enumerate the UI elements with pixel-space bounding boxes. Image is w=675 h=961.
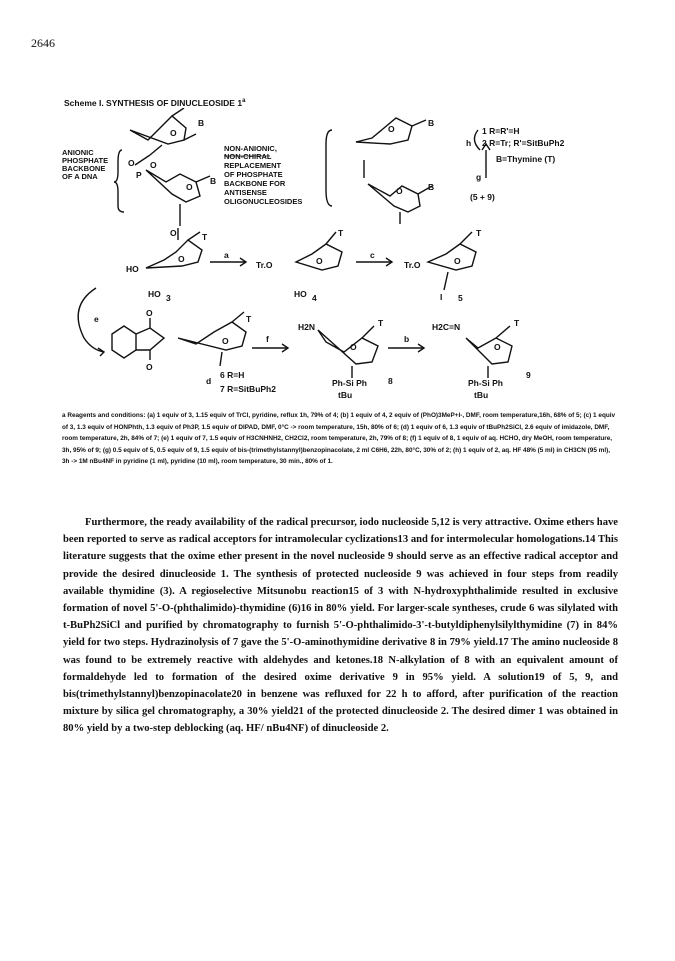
svg-text:O: O [222,336,229,346]
svg-text:O: O [396,186,403,196]
nonanionic-label-3: REPLACEMENT [224,161,282,170]
tbu-8: tBu [338,390,353,400]
legend-4: (5 + 9) [470,192,495,202]
nonanionic-label-1: NON-ANIONIC, [224,144,277,153]
ho-4: HO [294,289,307,299]
base-b-1: B [198,118,205,128]
h2n-label: H2N [298,322,316,332]
anionic-label-1: ANIONIC [62,148,94,157]
carbonyl-o-bottom: O [146,362,153,372]
svg-text:O: O [170,128,177,138]
svg-text:O: O [316,256,323,266]
t-4: T [338,228,344,238]
base-b-4: B [428,182,435,192]
arrow-g: g [476,172,482,182]
body-paragraph: Furthermore, the ready availability of the radical precursor, iodo nucleoside 5,12 is very attractive. Oxime ethers have been reported to serve as radical acceptors for intramolecular cyclizations13 and for intermolecular homologations.14 This literature suggests that the oxime ether present in the novel nucleoside 9 should serve as an effective radical acceptor and provide the desired dinucleoside 1. The synthesis of protected nucleoside 9 was achieved in four steps from readily available thymidine (3). A regioselective Mitsunobu reaction15 of 3 with N-hydroxyphthalimide resulted in exclusive formation of novel 5'-O-(phthalimido)-thymidine (6)16 in 80% yield. For larger-scale syntheses, crude 6 was silylated with t-BuPh2SiCl and purified by chromatography to furnish 5'-O-phthalimido-3'-t-butyldiphenylsilylthymidine (7) in 84% yield for two steps. Hydrazinolysis of 7 gave the 5'-O-aminothymidine derivative 8 in 79% yield.17 The amino nucleoside 8 was found to be extremely reactive with aldehydes and ketones.18 N-alkylation of 8 with an equivalent amount of formaldehyde led to formation of the desired oxime derivative 9 in 95% yield. A solution19 of 5, 9, and bis(trimethylstannyl)benzopinacolate20 in benzene was refluxed for 22 h to afford, after purification of the reaction mixture by silica gel chromatography, a 30% yield21 of the protected dinucleoside 2. The desired dimer 1 was obtained in 80% yield by a two-step deblocking (aq. HF/ nBu4NF) of dinucleoside 2. [63,517,618,735]
cmpd-6: 6 R=H [220,370,245,380]
nonanionic-label-5: BACKBONE FOR [224,179,286,188]
svg-text:O: O [388,124,395,134]
svg-text:O: O [454,256,461,266]
svg-text:O: O [150,160,157,170]
cmpd-9: 9 [526,370,531,380]
cmpd-3: 3 [166,293,171,303]
cmpd-4: 4 [312,293,317,303]
svg-text:O: O [350,342,357,352]
cmpd-8: 8 [388,376,393,386]
anionic-label-3: BACKBONE [62,164,106,173]
t-8: T [378,318,384,328]
nonanionic-label-4: OF PHOSPHATE [224,170,283,179]
t-9: T [514,318,520,328]
svg-text:O: O [186,182,193,192]
svg-text:O: O [178,254,185,264]
arrow-e: f [266,334,269,344]
base-b-3: B [428,118,435,128]
tro-5: Tr.O [404,260,421,270]
arrow-f: b [404,334,410,344]
svg-text:O: O [494,342,501,352]
cmpd-5: 5 [458,293,463,303]
t-3: T [202,232,208,242]
cmpd-7: 7 R=SitBuPh2 [220,384,276,394]
legend-3: B=Thymine (T) [496,154,556,164]
conditions-text: a Reagents and conditions: (a) 1 equiv of 3, 1.15 equiv of TrCl, pyridine, reflux 1h, 79% of 4; (b) 1 equiv of 4, 2 equiv of (PhO)3MeP+I-, DMF, room temperature,16h, 68% of 5; (c) 1 equiv of 3, 1.3 equiv of HONPhth, 1.3 equiv of Ph3P, 1.5 equiv of DIPAD, DMF, 0°C -> room temperature, 15h, 80% of 6; (d) 1 equiv of 6, 1.3 equiv of tBuPh2SiCl, 2.6 equiv of imidazole, DMF, room temperature, 2h, 84% of 7; (e) 1 equiv of 7, 1.5 equiv of H3CNHNH2, CH2Cl2, room temperature, 2h, 79% of 8; (f) 1 equiv of 8, 1 equiv of aq. HCHO, dry MeOH, room temperature, 3h, 95% of 9; (g) 0.5 equiv of 5, 0.5 equiv of 9, 1.5 equiv of bis-(trimethylstannyl)benzopinacolate, 2 ml C6H6, 22h, 80°C, 30% of 2; (h) 1 equiv of 2, aq. HF 48% (5 ml) in CH3CN (95 ml), 3h -> 1M nBu4NF in pyridine (1 ml), pyridine (10 ml), room temperature, 30 min., 80% of 1. [62,412,616,465]
svg-text:O: O [170,228,177,238]
arrow-d: d [206,376,212,386]
t-6: T [246,314,252,324]
scheme-title: Scheme I. SYNTHESIS OF DINUCLEOSIDE 1$^a$ [64,98,246,108]
carbonyl-o-top: O [146,308,153,318]
ho-3: HO [126,264,139,274]
h2cn-label: H2C=N [432,322,461,332]
ph-si-8: Ph-Si Ph [332,378,367,388]
ho-3-bottom: HO [148,289,161,299]
reaction-scheme [0,108,675,408]
arrow-h: h [466,138,472,148]
tro-4: Tr.O [256,260,273,270]
anionic-label-2: PHOSPHATE [62,156,109,165]
nonanionic-label-6: ANTISENSE [224,188,267,197]
svg-text:I: I [440,292,443,302]
body-text [63,514,618,738]
base-b-2: B [210,176,217,186]
arrow-c: e [94,314,99,324]
arrow-b: c [370,250,375,260]
nonanionic-label-2: NON-CHIRAL [224,152,272,161]
svg-text:P: P [136,170,142,180]
svg-text:O: O [128,158,135,168]
arrow-a: a [224,250,229,260]
legend-1: 1 R=R'=H [482,126,520,136]
page-number: 2646 [31,36,55,50]
t-5: T [476,228,482,238]
ph-si-9: Ph-Si Ph [468,378,503,388]
nonanionic-label-7: OLIGONUCLEOSIDES [224,197,303,206]
anionic-label-4: OF A DNA [62,172,98,181]
reaction-conditions [62,410,617,468]
legend-2: 2 R=Tr; R'=SitBuPh2 [482,138,565,148]
tbu-9: tBu [474,390,489,400]
